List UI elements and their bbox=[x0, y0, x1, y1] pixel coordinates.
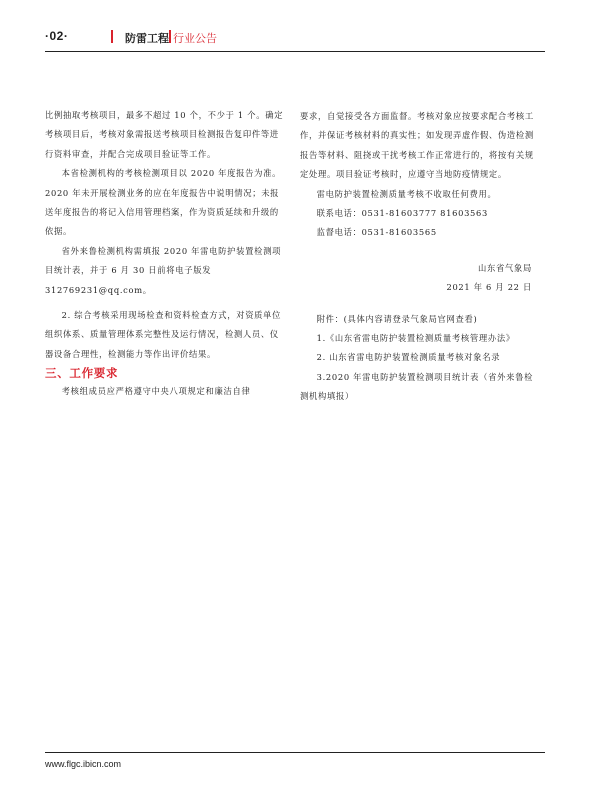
page-header bbox=[45, 27, 545, 51]
attachment-item: 2. 山东省雷电防护装置检测质量考核对象名录 bbox=[316, 352, 501, 363]
signature-org: 山东省气象局 bbox=[478, 262, 532, 273]
footer-url[interactable]: www.flgc.ibicn.com bbox=[45, 759, 122, 769]
paragraph: 省外来鲁检测机构需填报 2020 年雷电防护装置检测项目统计表，并于 6 月 30 日前将电子版发 312769231@qq.com。 bbox=[45, 245, 282, 295]
spacer bbox=[300, 298, 540, 310]
magazine-title: 防雷工程 bbox=[125, 32, 169, 45]
page-number: ·02· bbox=[45, 29, 69, 43]
contact-phone: 联系电话：0531-81603777 81603563 bbox=[316, 208, 488, 219]
section-heading: 三、工作要求 bbox=[45, 366, 119, 381]
paragraph: 比例抽取考核项目，最多不超过 10 个，不少于 1 个。确定考核项目后，考核对象需报送考核项目检测报告复印件等进行资料审查，并配合完成项目验证等工作。 bbox=[45, 110, 284, 159]
attachment-item: 3.2020 年雷电防护装置检测项目统计表（省外来鲁检测机构填报） bbox=[300, 371, 534, 402]
signature-date: 2021 年 6 月 22 日 bbox=[446, 282, 532, 293]
header-rule bbox=[45, 51, 545, 52]
right-column bbox=[300, 107, 540, 407]
spacer bbox=[300, 243, 540, 259]
section-category: 行业公告 bbox=[173, 32, 217, 45]
paragraph: 雷电防护装置检测质量考核不收取任何费用。 bbox=[316, 188, 497, 199]
supervision-phone: 监督电话：0531-81603565 bbox=[316, 227, 437, 238]
left-column bbox=[45, 106, 285, 402]
attachments-intro: 附件：(具体内容请登录气象局官网查看) bbox=[316, 313, 478, 324]
paragraph: 本省检测机构的考核检测项目以 2020 年度报告为准。2020 年未开展检测业务的应在年度报告中说明情况；未报送年度报告的将记入信用管理档案，作为资质延续和升级的依据。 bbox=[45, 168, 282, 237]
paragraph: 考核组成员应严格遵守中央八项规定和廉洁自律 bbox=[61, 386, 251, 397]
attachment-item: 1.《山东省雷电防护装置检测质量考核管理办法》 bbox=[316, 333, 515, 344]
footer-rule bbox=[45, 752, 545, 753]
header-divider bbox=[169, 30, 171, 43]
paragraph: 2. 综合考核采用现场检查和资料检查方式，对资质单位组织体系、质量管理体系完整性及运行情况，检测人员、仪器设备合理性，检测能力等作出评价结果。 bbox=[45, 310, 282, 359]
paragraph: 要求，自觉接受各方面监督。考核对象应按要求配合考核工作，并保证考核材料的真实性；如发现弄虚作假、伪造检测报告等材料、阻挠或干扰考核工作正常进行的，将按有关规定处理。项目验证考核时，应遵守当地防疫情规定。 bbox=[300, 111, 534, 180]
header-divider bbox=[111, 30, 113, 43]
